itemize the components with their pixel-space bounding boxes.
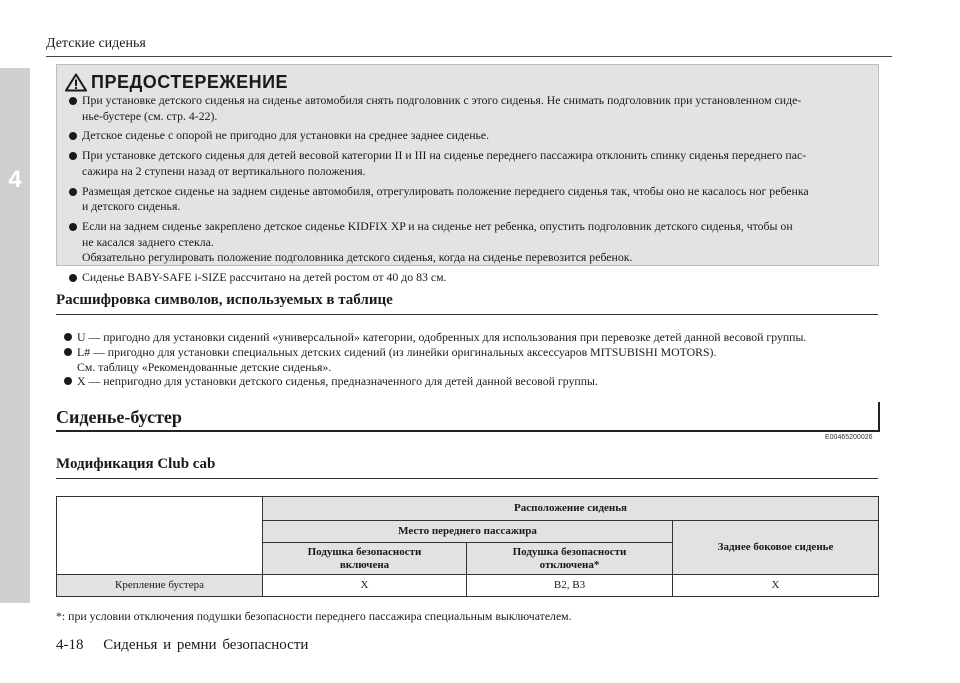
booster-divider [56,430,880,432]
table-header-airbag-on [263,543,467,575]
chapter-number: 4 [8,166,22,193]
warning-item-text: и детского сиденья. [82,199,181,214]
warning-item-text: Если на заднем сиденье закреплено детское сиденье KIDFIX XP и на сиденье нет ребенка, опустить подголовник детского сиденья, чтобы он [82,218,793,233]
warning-header [65,69,288,95]
warning-triangle-icon [65,73,87,92]
legend-item-l: L# — пригодно для установки специальных детских сидений (из линейки оригинальных аксессуаров MITSUBISHI MOTORS). [64,345,874,360]
header-divider [46,56,892,57]
booster-vertical-bar [878,402,880,432]
seat-table [56,496,879,597]
warning-list [69,93,873,290]
legend-item-u: U — пригодно для установки сидений «универсальной» категории, одобренных для использования при перевозке детей данной весовой группы. [64,330,874,345]
warning-item-text: При установке детского сиденья на сиденье автомобиля снять подголовник с этого сиденья. Не снимать подголовник при установленном сиде- [82,93,802,107]
table-footnote: *: при условии отключения подушки безопасности переднего пассажира специальным выключателем. [56,609,572,623]
warning-item-text: Обязательно регулировать положение подголовника детского сиденья, когда на сиденье перевозится ребенок. [82,250,633,265]
table-header-airbag-off-line1: Подушка безопасности [512,545,627,558]
decode-divider [56,314,878,315]
table-header-airbag-on-line2: включена [339,558,390,571]
booster-heading: Сиденье-бустер [56,407,182,427]
chapter-side-tab [0,68,30,603]
warning-item [69,270,873,286]
warning-box [56,64,879,284]
modification-divider [56,478,878,479]
warning-item-text: Размещая детское сиденье на заднем сиденье автомобиля, отрегулировать положение переднего сиденья так, чтобы оно не касалось ног ребенка [82,183,809,198]
warning-item-text: нье-бустере (см. стр. 4-22). [82,108,218,123]
page-header-title: Детские сиденья [46,36,146,51]
modification-heading: Модификация Club cab [56,456,216,472]
table-corner-cell [57,497,263,575]
legend-item-x: X — непригодно для установки детского сиденья, предназначенного для детей данной весовой группы. [64,374,874,389]
warning-item-text: Детское сиденье с опорой не пригодно для установки на среднее заднее сиденье. [82,128,490,143]
warning-item [69,219,873,266]
table-cell: X [263,575,467,597]
document-code: E00465200026 [825,434,873,441]
warning-item-text: Сиденье BABY-SAFE i-SIZE рассчитано на детей ростом от 40 до 83 см. [82,269,447,284]
symbol-legend [64,330,874,389]
legend-item-l-note: См. таблицу «Рекомендованные детские сиденья». [77,359,332,374]
warning-item [69,128,873,144]
warning-item-text: При установке детского сиденья для детей весовой категории II и III на сиденье переднего пассажира отклонить спинку сиденья переднего пас- [82,148,807,163]
table-header-front-passenger: Место переднего пассажира [263,521,673,543]
warning-item [69,93,873,124]
table-header-seat-position: Расположение сиденья [263,497,879,521]
warning-item-text: сажира на 2 ступени назад от вертикального положения. [82,163,366,178]
warning-item-text: не касался заднего стекла. [82,234,214,249]
page-footer [56,637,308,654]
table-header-airbag-off [467,543,673,575]
table-row-label: Крепление бустера [57,575,263,597]
table-cell: B2, B3 [467,575,673,597]
table-header-airbag-off-line2: отключена* [539,558,600,571]
table-header-rear-side: Заднее боковое сиденье [673,521,879,575]
warning-item [69,148,873,179]
table-cell: X [673,575,879,597]
footer-section-title: Сиденья и ремни безопасности [103,637,309,653]
table-row [57,575,879,597]
table-header-airbag-on-line1: Подушка безопасности [307,545,422,558]
warning-item [69,184,873,215]
warning-title: ПРЕДОСТЕРЕЖЕНИЕ [91,71,289,92]
page-number: 4-18 [56,637,84,653]
decode-heading: Расшифровка символов, используемых в таблице [56,292,393,308]
